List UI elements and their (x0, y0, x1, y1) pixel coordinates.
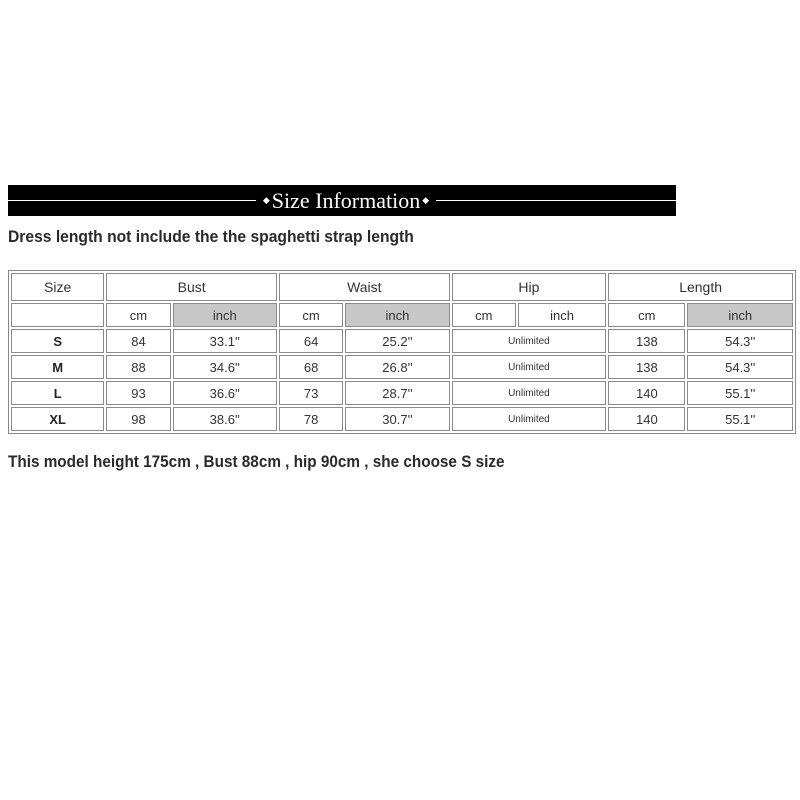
unit-cell: cm (279, 303, 343, 327)
length-cm-cell: 140 (608, 407, 685, 431)
waist-cm-cell: 78 (279, 407, 343, 431)
unit-cell: inch (687, 303, 793, 327)
waist-cm-cell: 64 (279, 329, 343, 353)
diamond-icon: ◆ (262, 195, 270, 205)
size-chart-table (8, 270, 796, 434)
unit-row (11, 303, 793, 327)
table-row (11, 329, 793, 353)
hip-cell: Unlimited (452, 329, 607, 353)
unit-cell: cm (452, 303, 516, 327)
length-cm-cell: 138 (608, 355, 685, 379)
length-inch-cell: 54.3'' (687, 329, 793, 353)
banner-title-text: Size Information (271, 187, 421, 213)
bust-inch-cell: 38.6'' (173, 407, 277, 431)
length-cm-cell: 140 (608, 381, 685, 405)
unit-cell: inch (345, 303, 449, 327)
table-row (11, 381, 793, 405)
size-cell: S (11, 329, 104, 353)
length-cm-cell: 138 (608, 329, 685, 353)
bust-cm-cell: 88 (106, 355, 170, 379)
waist-inch-cell: 28.7'' (345, 381, 449, 405)
length-inch-cell: 54.3'' (687, 355, 793, 379)
header-waist: Waist (279, 273, 450, 301)
size-cell: L (11, 381, 104, 405)
size-information-banner (8, 185, 676, 216)
banner-rule-left (8, 200, 256, 201)
diamond-icon: ◆ (422, 195, 430, 205)
waist-inch-cell: 25.2'' (345, 329, 449, 353)
size-cell: XL (11, 407, 104, 431)
unit-cell: cm (608, 303, 685, 327)
unit-cell: inch (518, 303, 606, 327)
waist-cm-cell: 68 (279, 355, 343, 379)
banner-rule-right (436, 200, 676, 201)
table-header-row (11, 273, 793, 301)
table-row (11, 355, 793, 379)
unit-cell: inch (173, 303, 277, 327)
header-length: Length (608, 273, 793, 301)
banner-title (256, 185, 436, 216)
bust-cm-cell: 98 (106, 407, 170, 431)
header-bust: Bust (106, 273, 277, 301)
hip-cell: Unlimited (452, 407, 607, 431)
length-inch-cell: 55.1'' (687, 407, 793, 431)
bust-cm-cell: 84 (106, 329, 170, 353)
table-row (11, 407, 793, 431)
unit-cell-empty (11, 303, 104, 327)
waist-inch-cell: 30.7'' (345, 407, 449, 431)
dress-length-note: Dress length not include the the spaghetti strap length (8, 227, 414, 246)
model-info-note: This model height 175cm , Bust 88cm , hip 90cm , she choose S size (8, 452, 505, 471)
unit-cell: cm (106, 303, 170, 327)
bust-inch-cell: 34.6'' (173, 355, 277, 379)
hip-cell: Unlimited (452, 381, 607, 405)
waist-inch-cell: 26.8'' (345, 355, 449, 379)
bust-inch-cell: 33.1'' (173, 329, 277, 353)
waist-cm-cell: 73 (279, 381, 343, 405)
length-inch-cell: 55.1'' (687, 381, 793, 405)
hip-cell: Unlimited (452, 355, 607, 379)
size-cell: M (11, 355, 104, 379)
bust-inch-cell: 36.6'' (173, 381, 277, 405)
header-size: Size (11, 273, 104, 301)
header-hip: Hip (452, 273, 607, 301)
bust-cm-cell: 93 (106, 381, 170, 405)
